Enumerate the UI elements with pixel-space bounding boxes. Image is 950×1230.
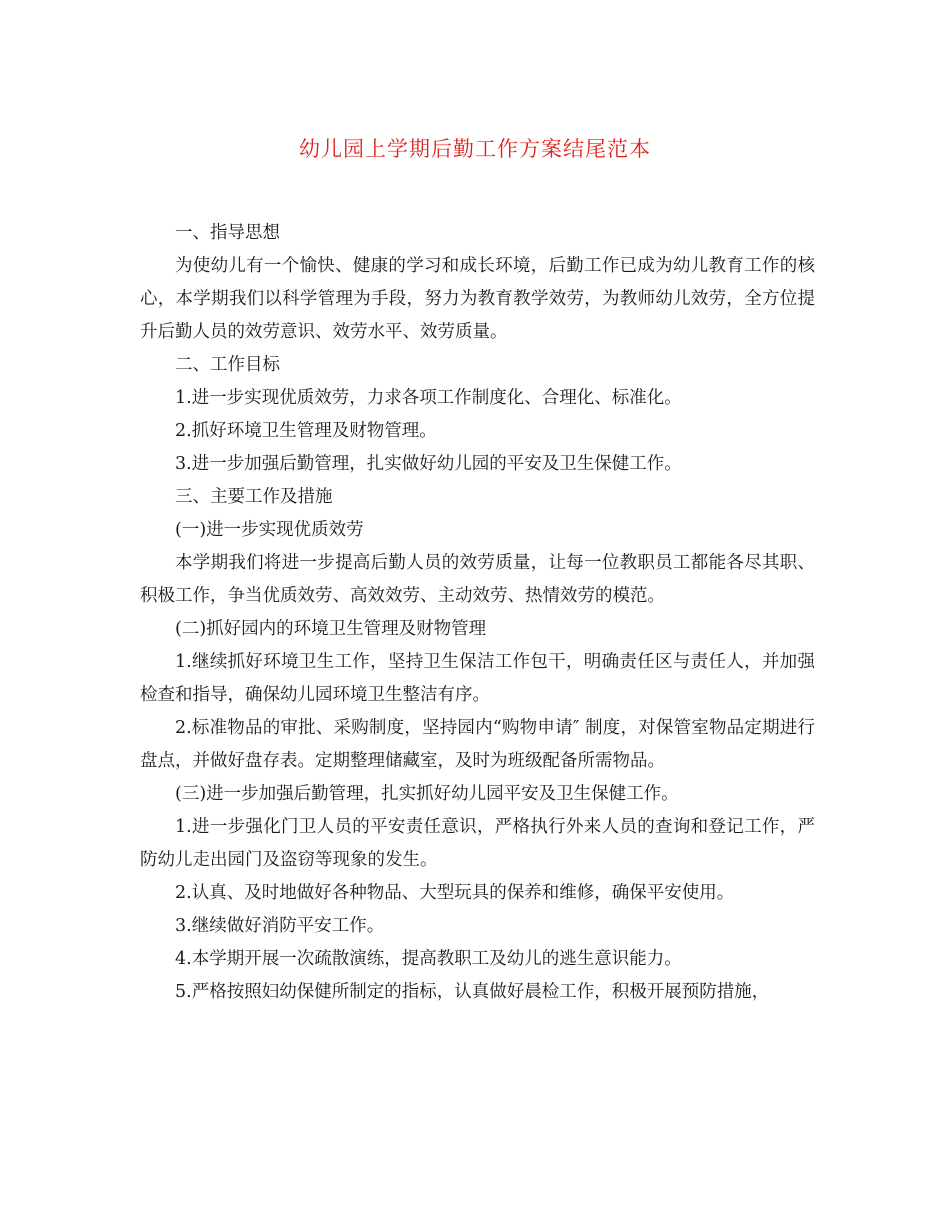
- list-item: 2.标准物品的审批、采购制度，坚持园内“购物申请″ 制度，对保管室物品定期进行盘点，并做好盘存表。定期整理储藏室，及时为班级配备所需物品。: [140, 718, 815, 771]
- list-item: 4.本学期开展一次疏散演练，提高教职工及幼儿的逃生意识能力。: [175, 949, 682, 969]
- document-title: 幼儿园上学期后勤工作方案结尾范本: [299, 137, 651, 161]
- list-item: 1.进一步强化门卫人员的平安责任意识，严格执行外来人员的查询和登记工作，严防幼儿走出园门及盗窃等现象的发生。: [140, 817, 815, 870]
- list-item: 3.继续做好消防平安工作。: [175, 916, 385, 936]
- list-item: 1.继续抓好环境卫生工作，坚持卫生保洁工作包干，明确责任区与责任人，并加强检查和指导，确保幼儿园环境卫生整洁有序。: [140, 652, 815, 705]
- list-item: 2.认真、及时地做好各种物品、大型玩具的保养和维修，确保平安使用。: [175, 883, 735, 903]
- section-heading-work-goals: 二、工作目标: [175, 355, 280, 375]
- document-body: [140, 217, 815, 1009]
- paragraph: 本学期我们将进一步提高后勤人员的效劳质量，让每一位教职员工都能各尽其职、积极工作，争当优质效劳、高效效劳、主动效劳、热情效劳的模范。: [140, 553, 815, 606]
- section-heading-guiding-ideology: 一、指导思想: [175, 223, 280, 243]
- list-item: 1.进一步实现优质效劳，力求各项工作制度化、合理化、标准化。: [175, 388, 682, 408]
- list-item: 3.进一步加强后勤管理，扎实做好幼儿园的平安及卫生保健工作。: [175, 454, 682, 474]
- subsection-heading: (二)抓好园内的环境卫生管理及财物管理: [175, 619, 487, 639]
- list-item: 2.抓好环境卫生管理及财物管理。: [175, 421, 437, 441]
- list-item: 5.严格按照妇幼保健所制定的指标，认真做好晨检工作，积极开展预防措施，: [175, 982, 770, 1002]
- section-heading-main-work: 三、主要工作及措施: [175, 487, 333, 507]
- paragraph: 为使幼儿有一个愉快、健康的学习和成长环境，后勤工作已成为幼儿教育工作的核心，本学期我们以科学管理为手段，努力为教育教学效劳，为教师幼儿效劳，全方位提升后勤人员的效劳意识、效劳水平、效劳质量。: [140, 256, 815, 342]
- subsection-heading: (一)进一步实现优质效劳: [175, 520, 364, 540]
- subsection-heading: (三)进一步加强后勤管理，扎实抓好幼儿园平安及卫生保健工作。: [175, 784, 679, 804]
